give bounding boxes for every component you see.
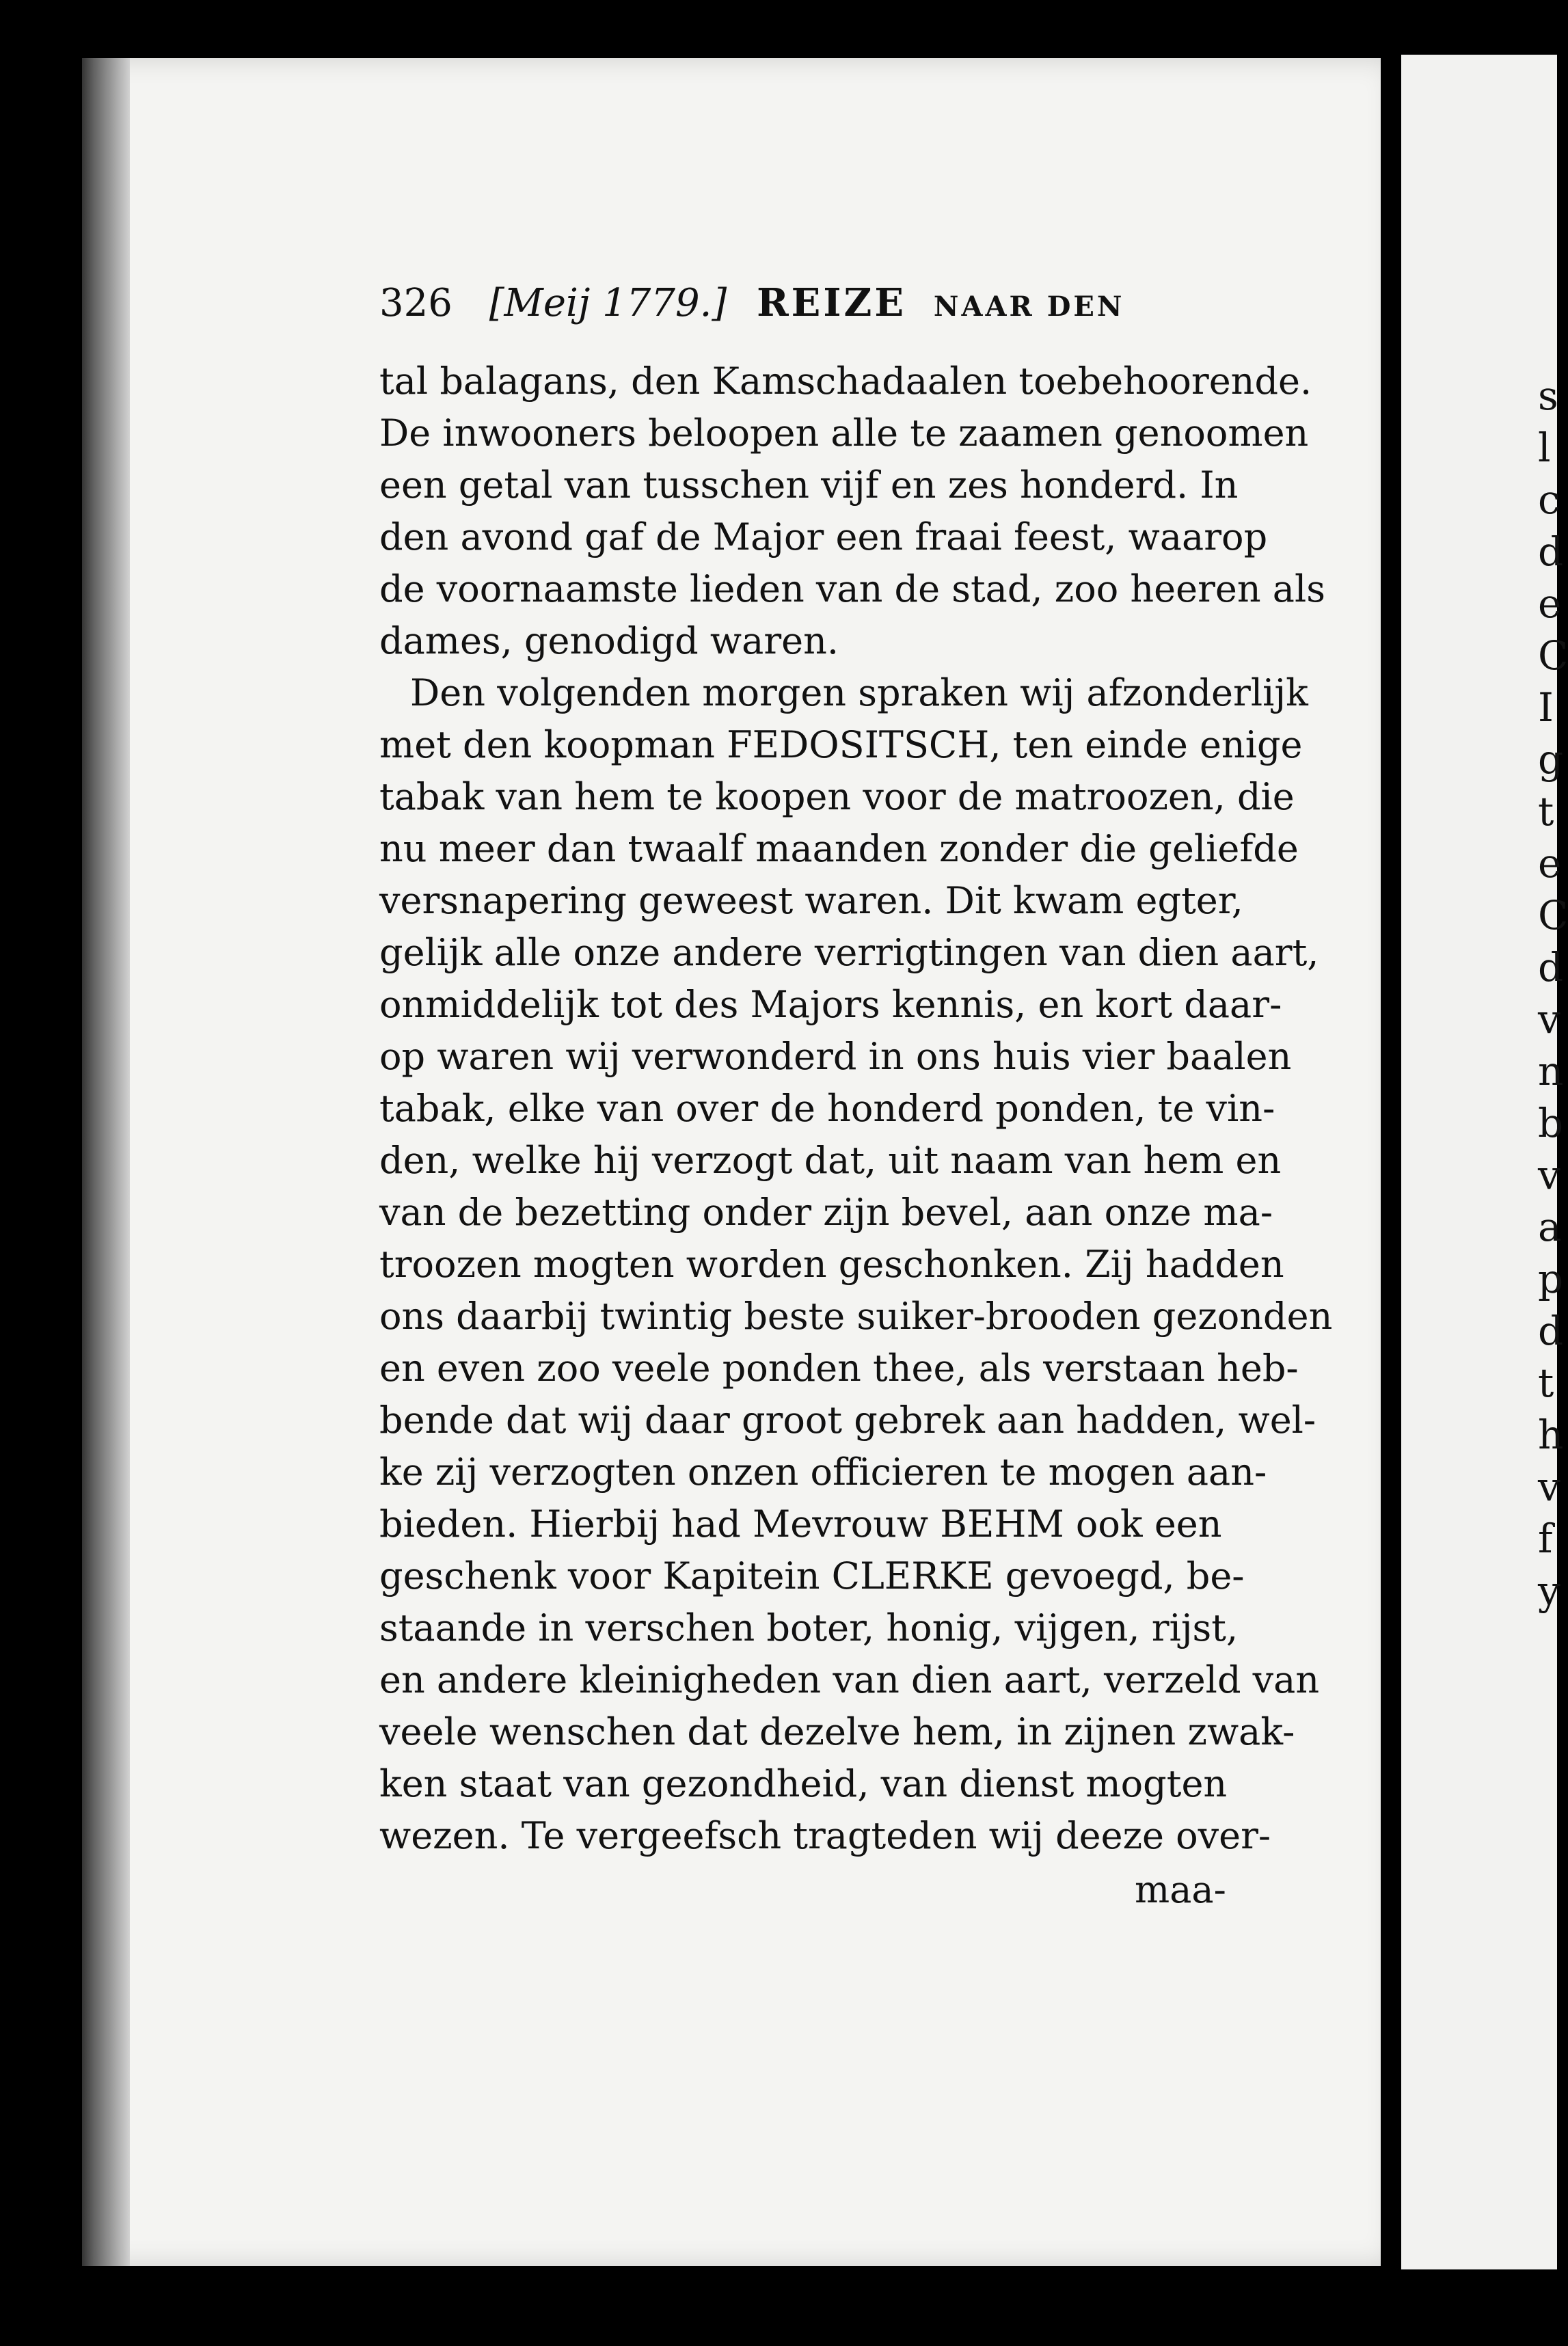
body-text xyxy=(379,355,1333,1862)
running-head xyxy=(379,279,1200,327)
adjacent-page-fragment: a xyxy=(1538,1204,1562,1250)
text-line: van de bezetting onder zijn bevel, aan onze ma- xyxy=(379,1191,1273,1234)
adjacent-page-fragment: e xyxy=(1538,840,1562,887)
adjacent-page-fragment: g xyxy=(1538,736,1564,783)
text-line: gelijk alle onze andere verrigtingen van dien aart, xyxy=(379,931,1319,974)
text-line: ke zij verzogten onzen officieren te mogen aan- xyxy=(379,1451,1267,1494)
adjacent-page-fragment: C xyxy=(1538,632,1568,679)
text-line: de voornaamste lieden van de stad, zoo heeren als xyxy=(379,567,1325,610)
text-line: wezen. Te vergeefsch tragteden wij deeze over- xyxy=(379,1814,1271,1857)
adjacent-page-fragment: v xyxy=(1538,996,1560,1042)
text-line: versnapering geweest waren. Dit kwam egter, xyxy=(379,879,1243,922)
book-spine xyxy=(1381,41,1401,2269)
text-line: onmiddelijk tot des Majors kennis, en kort daar- xyxy=(379,983,1282,1026)
running-head-title: REIZE xyxy=(757,280,907,325)
adjacent-page-fragment: I xyxy=(1538,684,1554,731)
adjacent-page-fragment: d xyxy=(1538,1308,1564,1354)
catchword: maa- xyxy=(1135,1868,1226,1911)
text-line: tal balagans, den Kamschadaalen toebehoorende. xyxy=(379,360,1312,403)
text-line: tabak, elke van over de honderd ponden, te vin- xyxy=(379,1087,1275,1130)
text-line: geschenk voor Kapitein CLERKE gevoegd, be- xyxy=(379,1554,1245,1597)
text-line: dames, genodigd waren. xyxy=(379,619,839,662)
text-line: staande in verschen boter, honig, vijgen, rijst, xyxy=(379,1606,1239,1649)
running-head-subtitle: NAAR DEN xyxy=(933,291,1125,323)
text-line: met den koopman FEDOSITSCH, ten einde enige xyxy=(379,723,1303,766)
text-line: troozen mogten worden geschonken. Zij hadden xyxy=(379,1243,1284,1286)
adjacent-page-fragment: t xyxy=(1538,1360,1554,1406)
text-line: tabak van hem te koopen voor de matroozen, die xyxy=(379,775,1295,818)
adjacent-page-fragment: n xyxy=(1538,1048,1564,1094)
adjacent-page-fragment: v xyxy=(1538,1464,1560,1510)
text-line: ons daarbij twintig beste suiker-brooden gezonden xyxy=(379,1295,1333,1338)
text-line: en even zoo veele ponden thee, als verstaan heb- xyxy=(379,1347,1299,1390)
page-gutter-shadow xyxy=(82,58,130,2266)
adjacent-page-fragment: s xyxy=(1538,373,1558,419)
text-line: veele wenschen dat dezelve hem, in zijnen zwak- xyxy=(379,1710,1295,1753)
adjacent-page xyxy=(1401,55,1568,2269)
adjacent-page-fragment: y xyxy=(1538,1567,1560,1614)
adjacent-page-fragment: p xyxy=(1538,1256,1564,1302)
adjacent-page-fragment: t xyxy=(1538,788,1554,835)
adjacent-page-fragment: d xyxy=(1538,528,1564,575)
adjacent-page-fragment: c xyxy=(1538,476,1560,523)
adjacent-page-fragment: h xyxy=(1538,1412,1564,1458)
text-line: Den volgenden morgen spraken wij afzonderlijk xyxy=(410,671,1308,714)
adjacent-page-fragment: e xyxy=(1538,580,1562,627)
text-line: ken staat van gezondheid, van dienst mogten xyxy=(379,1762,1228,1805)
text-line: den, welke hij verzogt dat, uit naam van hem en xyxy=(379,1139,1282,1182)
text-line: op waren wij verwonderd in ons huis vier baalen xyxy=(379,1035,1292,1078)
adjacent-page-fragment: d xyxy=(1538,944,1564,990)
adjacent-page-fragment: l xyxy=(1538,424,1551,471)
adjacent-page-fragment: v xyxy=(1538,1152,1560,1198)
running-head-date: [Meij 1779.] xyxy=(489,281,727,325)
text-line: bende dat wij daar groot gebrek aan hadden, wel- xyxy=(379,1399,1316,1442)
adjacent-page-fragment: C xyxy=(1538,892,1568,939)
text-line: De inwooners beloopen alle te zaamen genoomen xyxy=(379,412,1309,455)
text-line: den avond gaf de Major een fraai feest, waarop xyxy=(379,515,1268,558)
text-line: bieden. Hierbij had Mevrouw BEHM ook een xyxy=(379,1502,1222,1546)
page-number: 326 xyxy=(379,281,452,325)
text-line: nu meer dan twaalf maanden zonder die geliefde xyxy=(379,827,1299,870)
text-line: een getal van tusschen vijf en zes honderd. In xyxy=(379,463,1239,507)
text-line: en andere kleinigheden van dien aart, verzeld van xyxy=(379,1658,1320,1701)
adjacent-page-fragment: f xyxy=(1538,1515,1553,1562)
adjacent-page-fragment: b xyxy=(1538,1100,1564,1146)
